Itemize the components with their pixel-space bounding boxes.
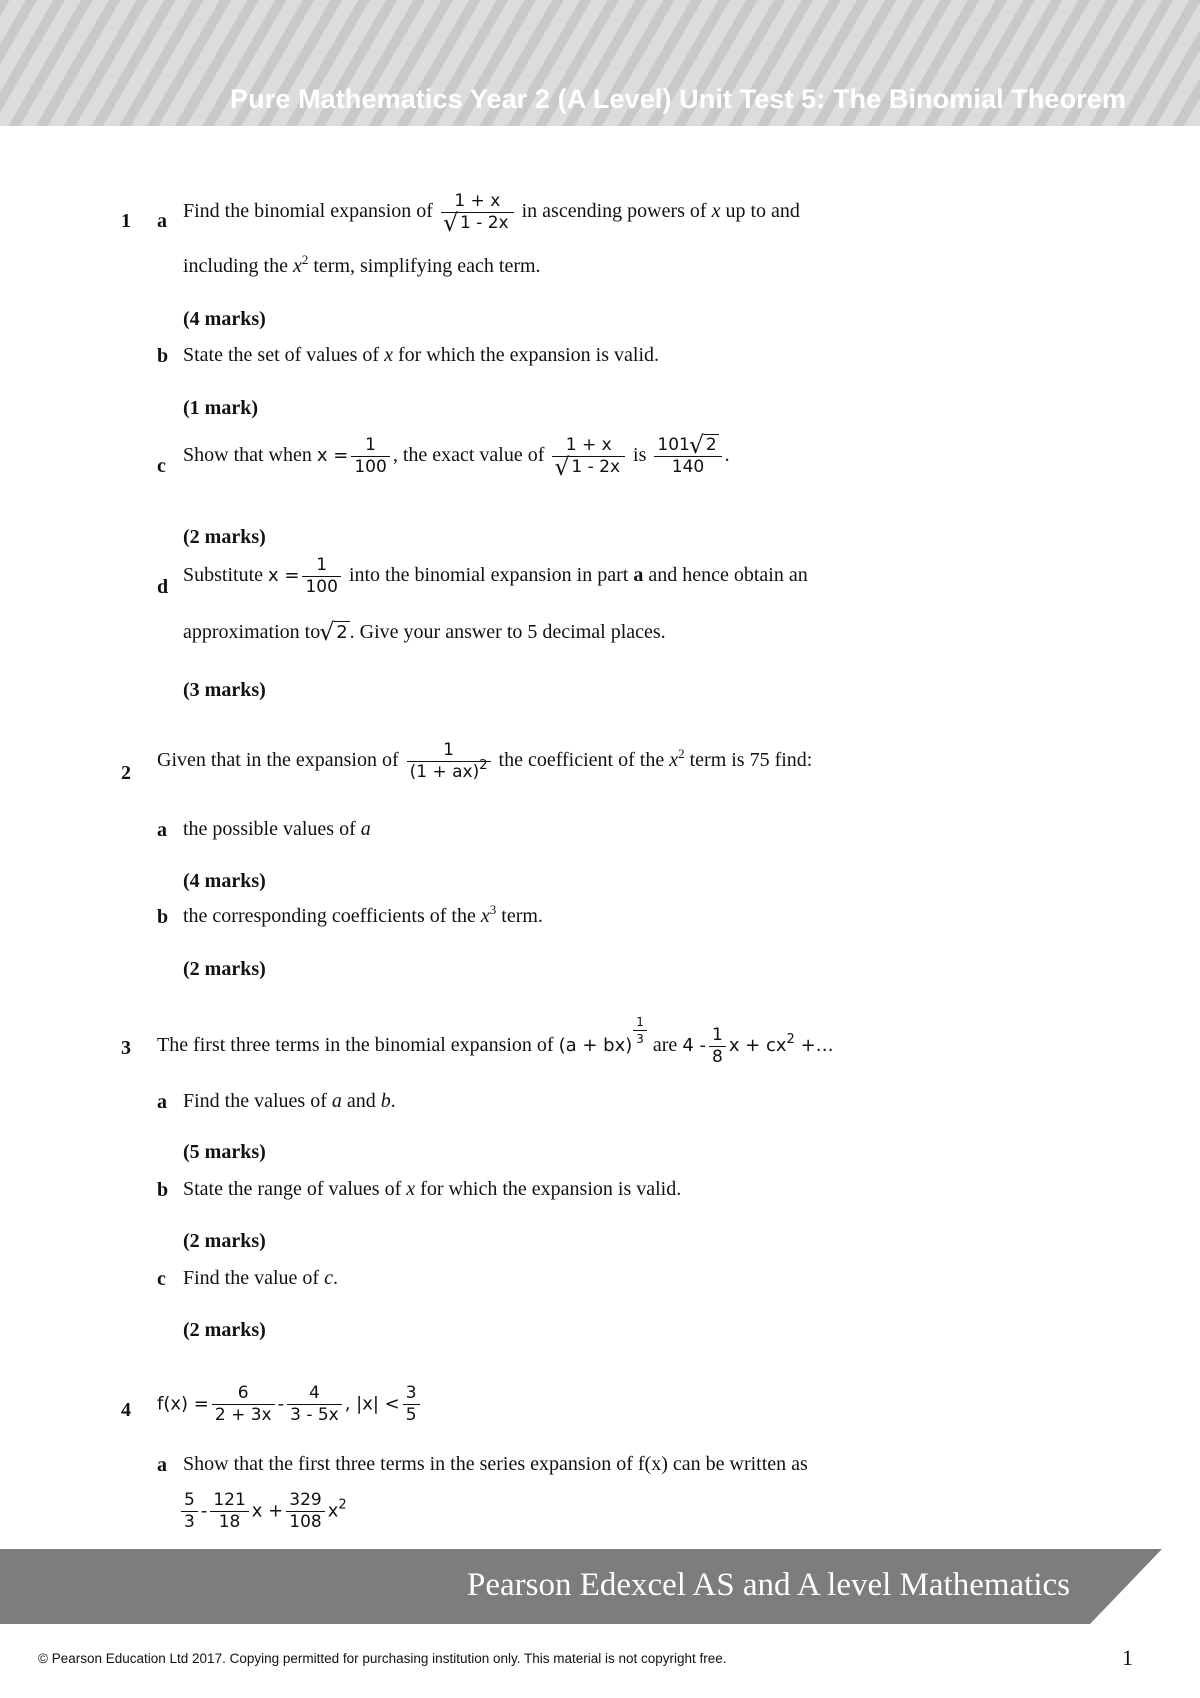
question-1a-text: Find the binomial expansion of 1 + x √ 1 - 2x in ascending powers of x up to and [183,193,800,232]
question-1d-text: Substitute x = $\frac{1}{100}$ into the binomial expansion in part a and hence obtain an [183,555,808,597]
question-2b-text: the corresponding coefficients of the $x^3$ term. [183,902,543,927]
part-label-2b: b [157,906,169,928]
marks-1c: (2 marks) [183,526,266,548]
marks-1a: (4 marks) [183,308,266,330]
question-3c-text: Find the value of c. [183,1267,338,1289]
question-3b-text: State the range of values of x for which the expansion is valid. [183,1178,682,1200]
question-number-2: 2 [121,762,131,784]
part-label-3c: c [157,1268,166,1290]
part-label-3b: b [157,1179,169,1201]
marks-2b: (2 marks) [183,958,266,980]
question-2a-text: the possible values of a [183,818,371,840]
page-number: 1 [1122,1645,1133,1670]
part-label-2a: a [157,819,167,841]
question-4a-series: $\frac{5}{3}$ - $\frac{121}{18}$ x + $\frac{329}{108}$ $x^2$ [178,1492,347,1531]
question-1d-line2: approximation to√ 2 . Give your answer to 5 decimal places. [183,622,666,642]
part-label-1a: a [157,210,167,232]
marks-1d: (3 marks) [183,679,266,701]
part-label-1d: d [157,576,169,598]
marks-3c: (2 marks) [183,1319,266,1341]
marks-3b: (2 marks) [183,1230,266,1252]
page-title: Pure Mathematics Year 2 (A Level) Unit Test 5: The Binomial Theorem [230,84,1126,114]
marks-3a: (5 marks) [183,1141,266,1163]
question-2-stem: Given that in the expansion of $\frac{1}{(1 + ax)^2}$ the coefficient of the $x^2$ term is 75 find: [157,740,813,782]
footer-brand: Pearson Edexcel AS and A level Mathematics [466,1567,1070,1603]
question-4a-text: Show that the first three terms in the series expansion of f(x) can be written as [183,1453,808,1475]
part-label-1c: c [157,455,166,477]
question-4-stem: f(x) = $\frac{6}{2 + 3x}$ - $\frac{4}{3 - 5x}$ , |x| < $\frac{3}{5}$ [157,1385,423,1424]
part-label-4a: a [157,1454,167,1476]
question-1c-text: Show that when x = $\frac{1}{100}$ , the exact value of 1 + x √ 1 - 2x is $\frac{101√ 2}{140}$ . [183,437,730,476]
question-number-1: 1 [121,210,131,232]
question-number-4: 4 [121,1399,131,1421]
marks-1b: (1 mark) [183,397,258,419]
question-3-stem: The first three terms in the binomial expansion of (a + bx) $\frac{1}{3}$ are 4 - $\frac{1}{8}$ $x + cx^2$ +… [157,1015,834,1067]
question-1a-line2: including the $x^2$ term, simplifying each term. [183,252,541,277]
part-label-3a: a [157,1091,167,1113]
marks-2a: (4 marks) [183,870,266,892]
part-label-1b: b [157,345,169,367]
copyright-notice: © Pearson Education Ltd 2017. Copying permitted for purchasing institution only. This material is not copyright free. [38,1651,727,1666]
question-1b-text: State the set of values of x for which the expansion is valid. [183,344,660,366]
question-3a-text: Find the values of a and b. [183,1090,396,1112]
question-number-3: 3 [121,1037,131,1059]
